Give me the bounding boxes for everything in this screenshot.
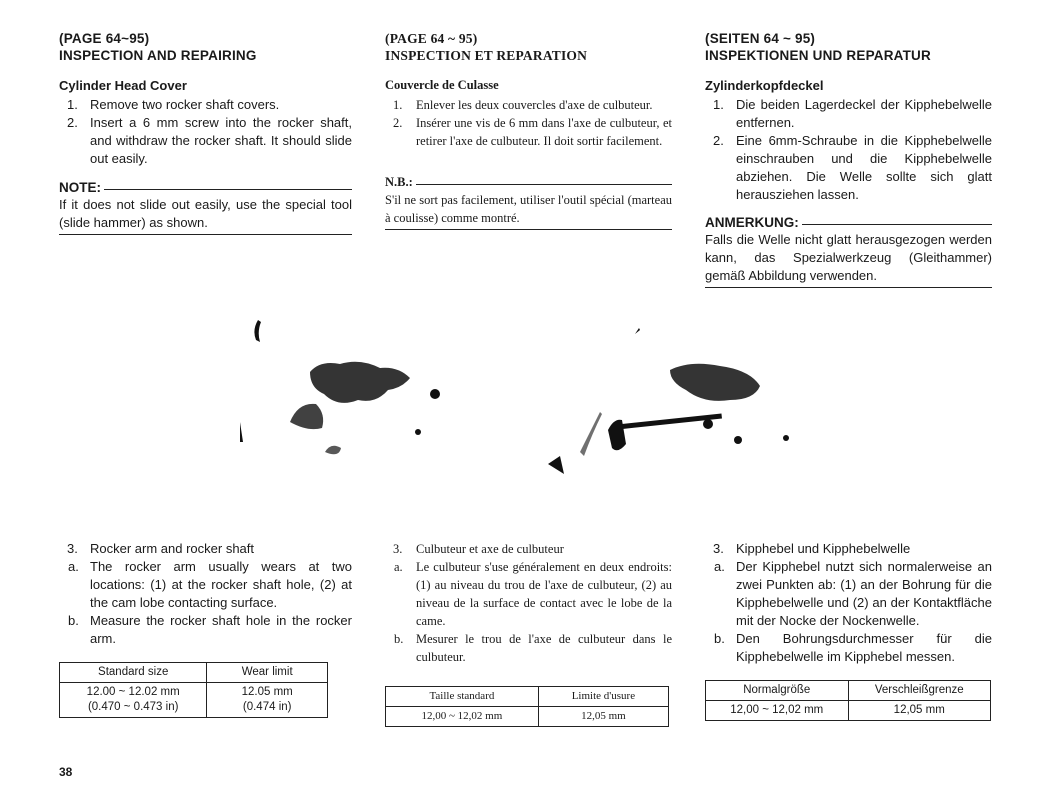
french-column [385,30,672,230]
section-heading [59,540,352,558]
standard-size-value: 12.00 ~ 12.02 mm [86,686,180,698]
divider [104,189,352,190]
section-number: 3. [67,541,78,556]
step-text: Insérer une vis de 6 mm dans l'axe de culbuteur, et retirer l'axe de culbuteur. Il doit sortir facilement. [416,116,672,148]
slide-hammer-photo [230,312,830,512]
list-item [385,114,672,150]
list-item [59,558,352,612]
item-letter: b. [394,632,404,646]
step-number: 1. [393,98,403,112]
note-label: N.B.: [385,175,413,189]
spec-table [705,680,991,721]
list-item [59,612,352,648]
note-text: Falls die Welle nicht glatt herausgezogen werden kann, das Spezialwerkzeug (Gleithammer) gemäß Abbildung verwenden. [705,231,992,288]
german-rocker-section [705,540,992,721]
header-title: INSPECTION ET REPARATION [385,48,588,63]
french-rocker-section [385,540,672,727]
item-letter: b. [68,613,79,628]
item-text: Le culbuteur s'use généralement en deux endroits: (1) au niveau du trou de l'axe de culbuteur, (2) au niveau de la surface de contact avec le lobe de la came. [416,560,672,628]
header-pages: (PAGE 64~95) [59,31,150,46]
table-cell: 12,05 mm [848,701,991,721]
wear-limit-inch: (0.474 in) [242,701,292,713]
list-item [59,114,352,168]
item-letter: b. [714,631,725,646]
table-row [706,681,991,701]
steps-list [705,96,992,204]
subitems-list [385,558,672,666]
note-box [705,214,992,288]
step-text: Remove two rocker shaft covers. [90,97,280,112]
item-text: Mesurer le trou de l'axe de culbuteur dans le culbuteur. [416,632,672,664]
divider [802,224,992,225]
table-cell [207,683,328,718]
step-text: Insert a 6 mm screw into the rocker shaft, and withdraw the rocker shaft. It should slide out easily. [90,115,352,166]
step-text: Die beiden Lagerdeckel der Kipphebelwelle entfernen. [736,97,992,130]
table-header: Verschleißgrenze [848,681,991,701]
header-title: INSPEKTIONEN UND REPARATUR [705,48,931,63]
list-item [705,132,992,204]
step-number: 2. [67,115,78,130]
item-text: Den Bohrungsdurchmesser für die Kipphebelwelle im Kipphebel messen. [736,631,992,664]
list-item [705,630,992,666]
standard-size-inch: (0.470 ~ 0.473 in) [87,701,179,713]
table-cell [60,683,207,718]
table-header: Normalgröße [706,681,849,701]
note-label: NOTE: [59,180,101,195]
note-title [705,214,992,231]
header-pages: (PAGE 64 ~ 95) [385,31,478,46]
section-title: Kipphebel und Kipphebelwelle [736,541,911,556]
item-letter: a. [394,560,403,574]
table-header: Taille standard [386,687,539,707]
steps-list [59,96,352,168]
table-row [60,683,328,718]
table-row [386,687,669,707]
subheading: Zylinderkopfdeckel [705,78,824,93]
table-cell: 12,05 mm [538,707,668,727]
table-row [706,701,991,721]
subitems-list [705,558,992,666]
english-rocker-section [59,540,352,718]
note-text: S'il ne sort pas facilement, utiliser l'outil spécial (marteau à coulisse) comme montré. [385,191,672,230]
section-heading [705,540,992,558]
note-box [385,174,672,230]
note-box [59,179,352,235]
item-text: The rocker arm usually wears at two locations: (1) at the rocker shaft hole, (2) at the cam lobe contacting surface. [90,559,352,610]
list-item [705,96,992,132]
list-item [385,558,672,630]
note-label: ANMERKUNG: [705,215,799,230]
english-column [59,30,352,235]
step-number: 2. [713,133,724,148]
spec-table [385,686,669,727]
step-number: 1. [67,97,78,112]
table-row [60,663,328,683]
subitems-list [59,558,352,648]
step-text: Eine 6mm-Schraube in die Kipphebelwelle einschrauben und die Kipphebelwelle abziehen. Die Welle sollte sich glatt herausziehen lassen. [736,133,992,202]
section-title: Rocker arm and rocker shaft [90,541,255,556]
list-item [59,96,352,114]
table-row [386,707,669,727]
note-title [385,174,672,191]
section-number: 3. [393,542,403,556]
note-text: If it does not slide out easily, use the special tool (slide hammer) as shown. [59,196,352,235]
header-title: INSPECTION AND REPAIRING [59,48,257,63]
list-item [385,96,672,114]
subheading: Couvercle de Culasse [385,78,499,92]
note-title [59,179,352,196]
table-cell: 12,00 ~ 12,02 mm [386,707,539,727]
step-number: 2. [393,116,403,130]
item-text: Measure the rocker shaft hole in the rocker arm. [90,613,352,646]
table-header: Limite d'usure [538,687,668,707]
subheading: Cylinder Head Cover [59,78,187,93]
list-item [705,558,992,630]
table-cell: 12,00 ~ 12,02 mm [706,701,849,721]
table-header: Standard size [60,663,207,683]
section-heading [385,540,672,558]
steps-list [385,96,672,150]
page-number: 38 [59,765,73,779]
step-number: 1. [713,97,724,112]
german-column [705,30,992,288]
item-text: Der Kipphebel nutzt sich normalerweise an zwei Punkten ab: (1) an der Bohrung für die Kipphebelwelle und (2) an der Kontaktfläche mit der Nocke der Nockenwelle. [736,559,992,628]
header-pages: (SEITEN 64 ~ 95) [705,31,816,46]
wear-limit-value: 12.05 mm [241,686,293,698]
item-letter: a. [714,559,725,574]
item-letter: a. [68,559,79,574]
step-text: Enlever les deux couvercles d'axe de culbuteur. [416,98,653,112]
section-title: Culbuteur et axe de culbuteur [416,542,564,556]
list-item [385,630,672,666]
spec-table [59,662,328,718]
table-header: Wear limit [207,663,328,683]
section-number: 3. [713,541,724,556]
divider [416,184,672,185]
